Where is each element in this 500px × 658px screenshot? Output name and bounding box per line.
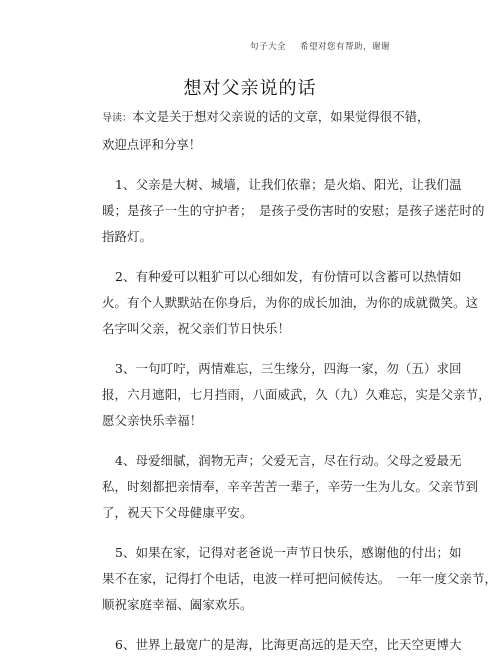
paragraph-line: 4、母爱细腻，润物无声；父爱无言，尽在行动。父母之爱最无 — [115, 453, 462, 468]
paragraph-line: 火。有个人默默站在你身后，为你的成长加油，为你的成就微笑。这 — [102, 295, 479, 310]
intro-paragraph — [102, 104, 430, 158]
header-right-text: 希望对您有帮助，谢谢 — [299, 42, 390, 52]
paragraph-line: 1、父亲是大树、城墙，让我们依靠；是火焰、阳光，让我们温 — [115, 177, 462, 192]
paragraph-line: 私，时刻都把亲情奉，辛辛苦苦一辈子，辛劳一生为儿女。父亲节到 — [102, 479, 479, 494]
body-paragraph — [102, 540, 498, 618]
paragraph-line: 愿父亲快乐幸福！ — [102, 413, 203, 428]
paragraph-line: 报，六月遮阳，七月挡雨，八面威武，久（九）久难忘，实是父亲节， — [102, 387, 491, 402]
body-paragraph — [102, 172, 485, 250]
paragraph-line: 6、世界上最宽广的是海，比海更高远的是天空，比天空更博大 — [115, 637, 462, 652]
body-paragraph — [102, 264, 479, 342]
intro-line-1: 本文是关于想对父亲说的话的文章，如果觉得很不错， — [132, 109, 430, 124]
paragraph-line: 3、一句叮咛，两情难忘，三生缘分，四海一家，勿（五）求回 — [115, 361, 462, 376]
paragraph-line: 指路灯。 — [102, 229, 153, 244]
paragraph-line: 顺祝家庭幸福、阖家欢乐。 — [102, 597, 253, 612]
page-header — [250, 40, 390, 52]
paragraph-line: 果不在家，记得打个电话，电波一样可把问候传达。 一年一度父亲节， — [102, 571, 498, 586]
document-body — [102, 104, 498, 658]
body-paragraph — [102, 356, 491, 434]
paragraph-line: 暖；是孩子一生的守护者； 是孩子受伤害时的安慰；是孩子迷茫时的 — [102, 203, 485, 218]
paragraph-list — [102, 172, 498, 658]
body-paragraph — [102, 632, 462, 658]
paragraph-line: 了，祝天下父母健康平安。 — [102, 505, 253, 520]
paragraph-line: 5、如果在家，记得对老爸说一声节日快乐，感谢他的付出；如 — [115, 545, 462, 560]
document-title: 想对父亲说的话 — [183, 78, 317, 99]
intro-tag: 导读： — [102, 113, 132, 124]
paragraph-line: 名字叫父亲，祝父亲们节日快乐！ — [102, 321, 291, 336]
header-left-text: 句子大全 — [249, 42, 286, 52]
paragraph-line: 2、有种爱可以粗犷可以心细如发，有份情可以含蓄可以热情如 — [115, 269, 462, 284]
intro-line-2: 欢迎点评和分享！ — [102, 137, 202, 152]
body-paragraph — [102, 448, 479, 526]
